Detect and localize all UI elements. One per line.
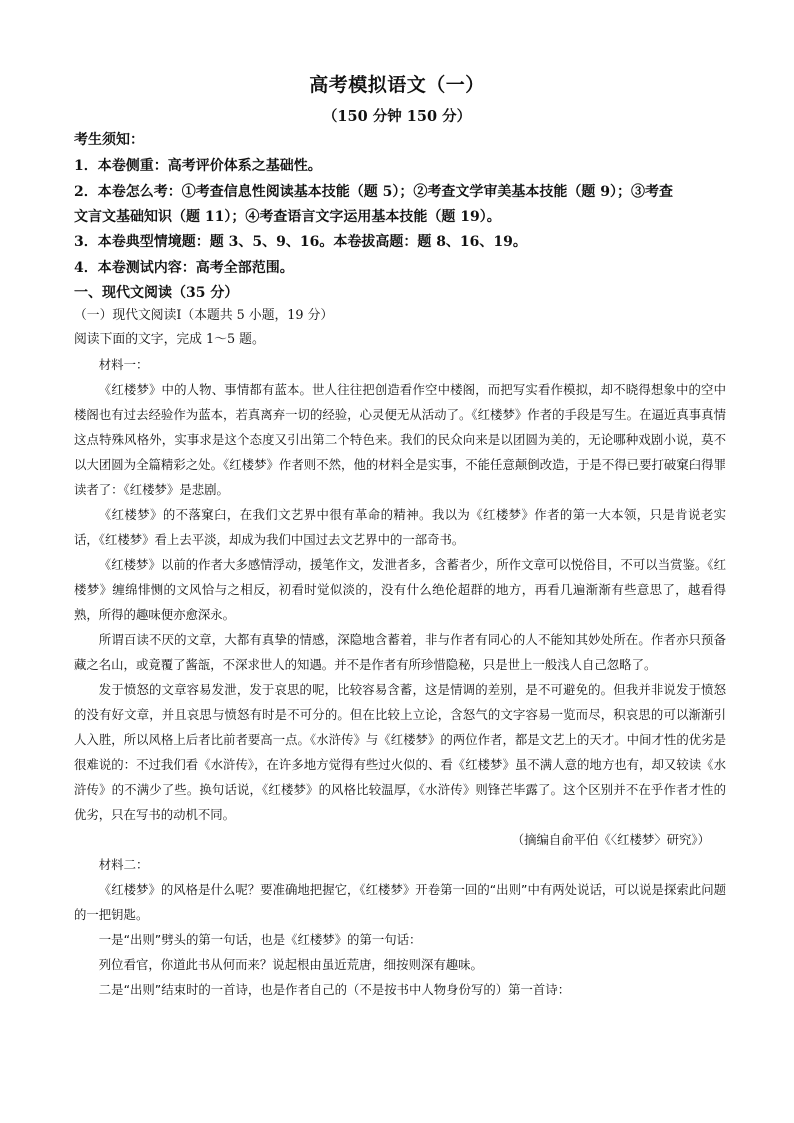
notice-heading: 考生须知：	[74, 132, 144, 148]
material-2-label: 材料二：	[98, 857, 149, 872]
notice-item-4: 4．本卷测试内容：高考全部范围。	[74, 260, 294, 276]
notice-item-2b: 文言文基础知识（题 11）；④考查语言文字运用基本技能（题 19）。	[74, 209, 501, 225]
material-1-paragraph: 《红楼梦》以前的作者大多感情浮动，援笔作文，发泄者多，含蓄者少，所作文章可以悦俗目，不可以当赏鉴。《红楼梦》缠绵悱恻的文风恰与之相反，初看时觉似淡的，没有什么绝伦超群的地方，再看几遍渐渐有些意思了，越看得熟，所得的趣味便亦愈深永。	[74, 557, 726, 622]
subsection-heading: （一）现代文阅读Ⅰ（本题共 5 小题，19 分）	[74, 308, 334, 323]
material-2-quote: 列位看官，你道此书从何而来？说起根由虽近荒唐，细按则深有趣味。	[98, 957, 483, 972]
notice-item-2a: 2．本卷怎么考：①考查信息性阅读基本技能（题 5）；②考查文学审美基本技能（题 9）；③考查	[74, 184, 673, 200]
page-subtitle: （150 分钟 150 分）	[322, 108, 472, 125]
material-1-paragraph: 《红楼梦》中的人物、事情都有蓝本。世人往往把创造看作空中楼阁，而把写实看作模拟，却不晓得想象中的空中楼阁也有过去经验作为蓝本，若真离弃一切的经验，心灵便无从活动了。《红楼梦》作者的手段是写生。在逼近真事真情这点特殊风格外，实事求是这个态度又引出第二个特色来。我们的民众向来是以团圆为美的，无论哪种戏剧小说，莫不以大团圆为全篇精彩之处。《红楼梦》作者则不然，他的材料全是实事，不能任意颠倒改造，于是不得已要打破窠臼得罪读者了：《红楼梦》是悲剧。	[74, 382, 726, 497]
material-2-paragraph: 二是“出则”结束时的一首诗，也是作者自己的（不是按书中人物身份写的）第一首诗：	[98, 982, 571, 997]
material-1-source: （摘编自俞平伯《〈红楼梦〉研究》）	[511, 832, 710, 847]
reading-instruction: 阅读下面的文字，完成 1～5 题。	[74, 332, 265, 347]
material-1	[74, 352, 726, 1002]
page-title: 高考模拟语文（一）	[309, 74, 485, 96]
material-1-label: 材料一：	[98, 357, 149, 372]
material-2-paragraph: 一是“出则”劈头的第一句话，也是《红楼梦》的第一句话：	[98, 932, 422, 947]
notice-item-1: 1．本卷侧重：高考评价体系之基础性。	[74, 158, 322, 174]
section-heading: 一、现代文阅读（35 分）	[74, 285, 239, 301]
notice-item-3: 3．本卷典型情境题：题 3、5、9、16。本卷拔高题：题 8、16、19。	[74, 234, 527, 250]
material-2-paragraph: 《红楼梦》的风格是什么呢？要准确地把握它，《红楼梦》开卷第一回的“出则”中有两处说话，可以说是探索此问题的一把钥匙。	[74, 882, 726, 922]
material-1-paragraph: 《红楼梦》的不落窠臼，在我们文艺界中很有革命的精神。我以为《红楼梦》作者的第一大本领，只是肯说老实话，《红楼梦》看上去平淡，却成为我们中国过去文艺界中的一部奇书。	[74, 507, 726, 547]
material-1-paragraph: 所谓百读不厌的文章，大都有真挚的情感，深隐地含蓄着，非与作者有同心的人不能知其妙处所在。作者亦只预备藏之名山，或竟覆了酱瓿，不深求世人的知遇。并不是作者有所珍惜隐秘，只是世上一般浅人自己忽略了。	[74, 632, 726, 672]
material-1-paragraph: 发于愤怒的文章容易发泄，发于哀思的呢，比较容易含蓄，这是情调的差别，是不可避免的。但我并非说发于愤怒的没有好文章，并且哀思与愤怒有时是不可分的。但在比较上立论，含怒气的文字容易一览而尽，积哀思的可以渐渐引人入胜，所以风格上后者比前者要高一点。《水浒传》与《红楼梦》的两位作者，都是文艺上的天才。中间才性的优劣是很难说的：不过我们看《水浒传》，在许多地方觉得有些过火似的、看《红楼梦》虽不满人意的地方也有，却又较读《水浒传》的不满少了些。换句话说，《红楼梦》的风格比较温厚，《水浒传》则锋芒毕露了。这个区别并不在乎作者才性的优劣，只在写书的动机不同。	[74, 682, 726, 822]
